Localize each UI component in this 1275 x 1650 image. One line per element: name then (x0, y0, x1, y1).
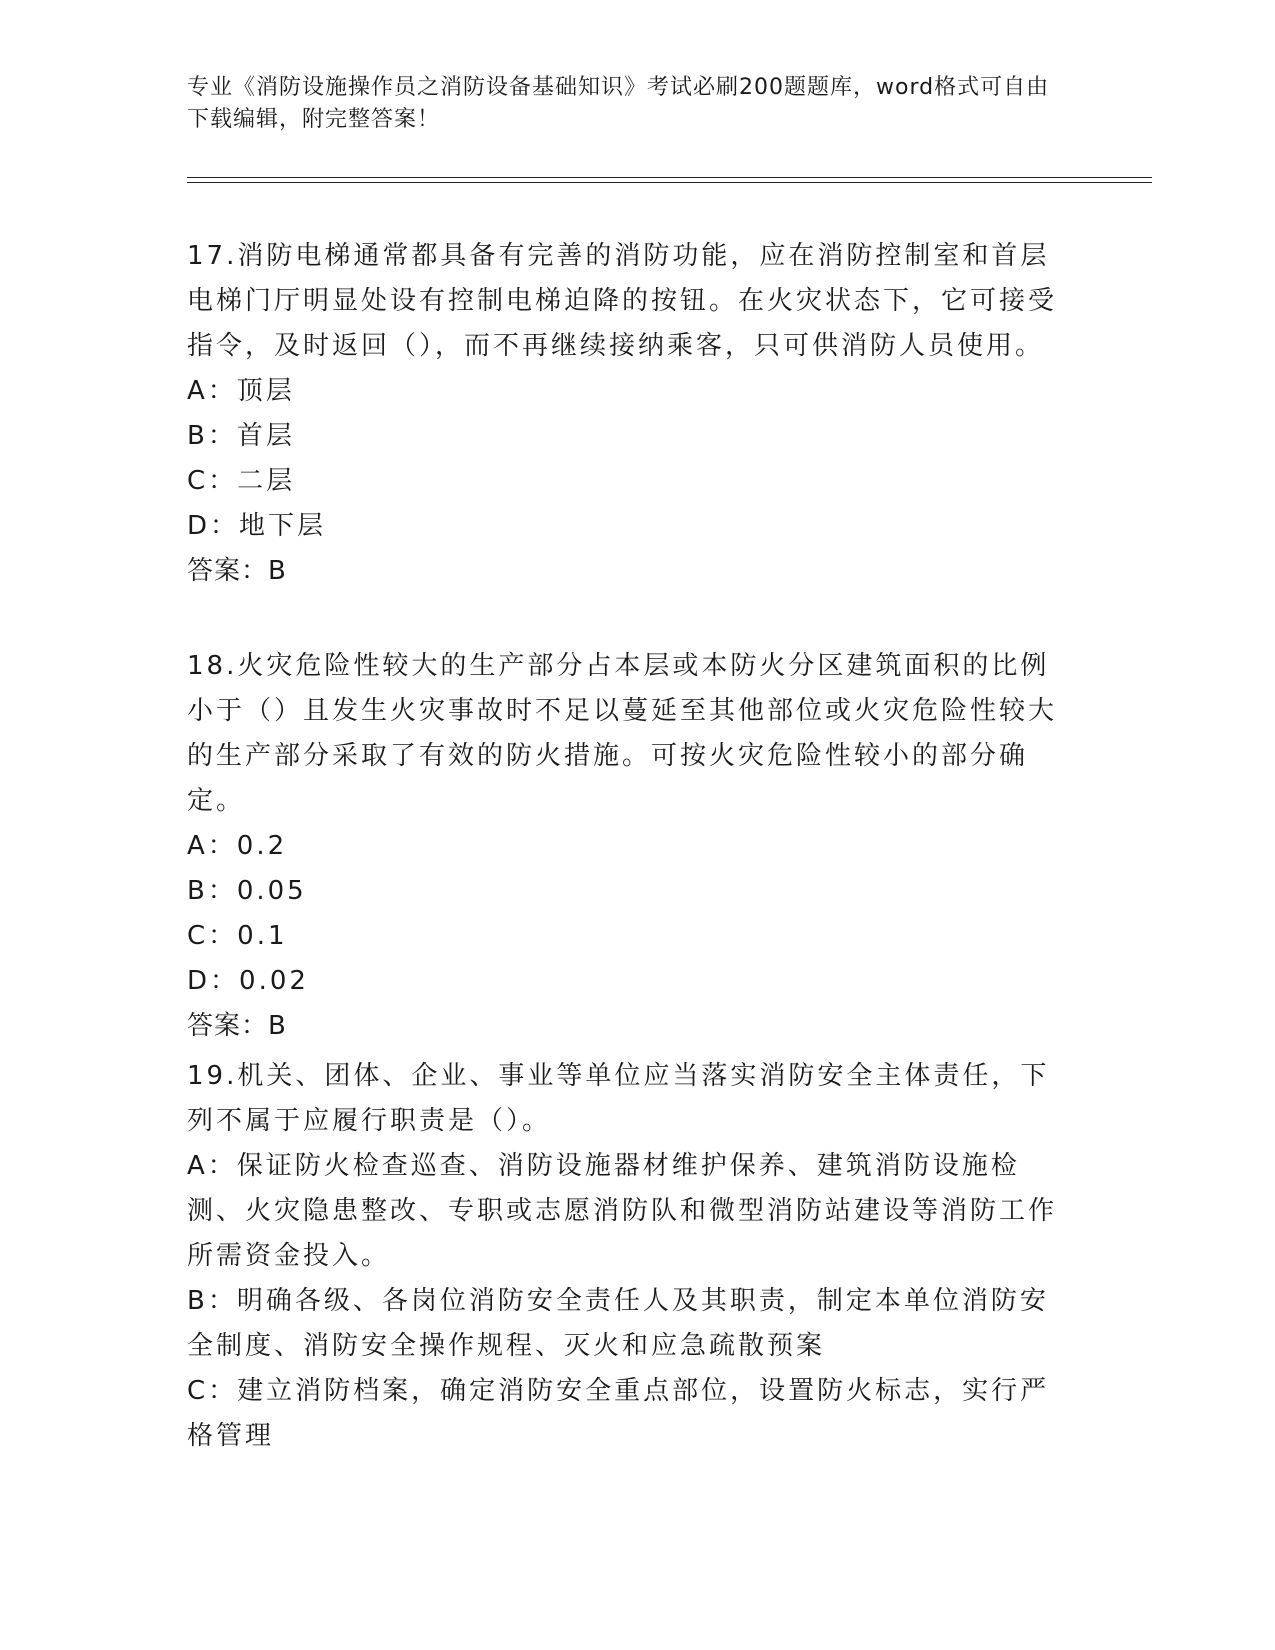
question-stem: 18.火灾危险性较大的生产部分占本层或本防火分区建筑面积的比例小于（）且发生火灾事故时不足以蔓延至其他部位或火灾危险性较大的生产部分采取了有效的防火措施。可按火灾危险性较小的部分确定。 (187, 651, 1058, 816)
header-divider-bottom (187, 182, 1152, 183)
option-c: C：二层 (187, 466, 296, 496)
question-stem: 17.消防电梯通常都具备有完善的消防功能，应在消防控制室和首层电梯门厅明显处设有控制电梯迫降的按钮。在火灾状态下，它可接受指令，及时返回（），而不再继续接纳乘客，只可供消防人员使用。 (187, 241, 1058, 361)
option-d: D：0.02 (187, 966, 309, 996)
header-divider-top (187, 177, 1152, 178)
document-header: 专业《消防设施操作员之消防设备基础知识》考试必刷200题题库，word格式可自由下载编辑，附完整答案！ (187, 75, 1050, 132)
option-a: A：保证防火检查巡查、消防设施器材维护保养、建筑消防设施检测、火灾隐患整改、专职或志愿消防队和微型消防站建设等消防工作所需资金投入。 (187, 1151, 1058, 1271)
answer-line: 答案：B (187, 1011, 287, 1041)
option-a: A：0.2 (187, 831, 288, 861)
question-stem: 19.机关、团体、企业、事业等单位应当落实消防安全主体责任，下列不属于应履行职责是（）。 (187, 1061, 1050, 1136)
option-b: B：首层 (187, 421, 295, 451)
option-b: B：0.05 (187, 876, 307, 906)
option-c: C：0.1 (187, 921, 288, 951)
question-17 (187, 234, 1067, 594)
question-18 (187, 644, 1067, 1049)
question-19 (187, 1054, 1067, 1459)
answer-line: 答案：B (187, 556, 287, 586)
option-d: D：地下层 (187, 511, 327, 541)
option-c: C：建立消防档案，确定消防安全重点部位，设置防火标志，实行严格管理 (187, 1376, 1050, 1451)
option-a: A：顶层 (187, 376, 295, 406)
option-b: B：明确各级、各岗位消防安全责任人及其职责，制定本单位消防安全制度、消防安全操作规程、灭火和应急疏散预案 (187, 1286, 1049, 1361)
